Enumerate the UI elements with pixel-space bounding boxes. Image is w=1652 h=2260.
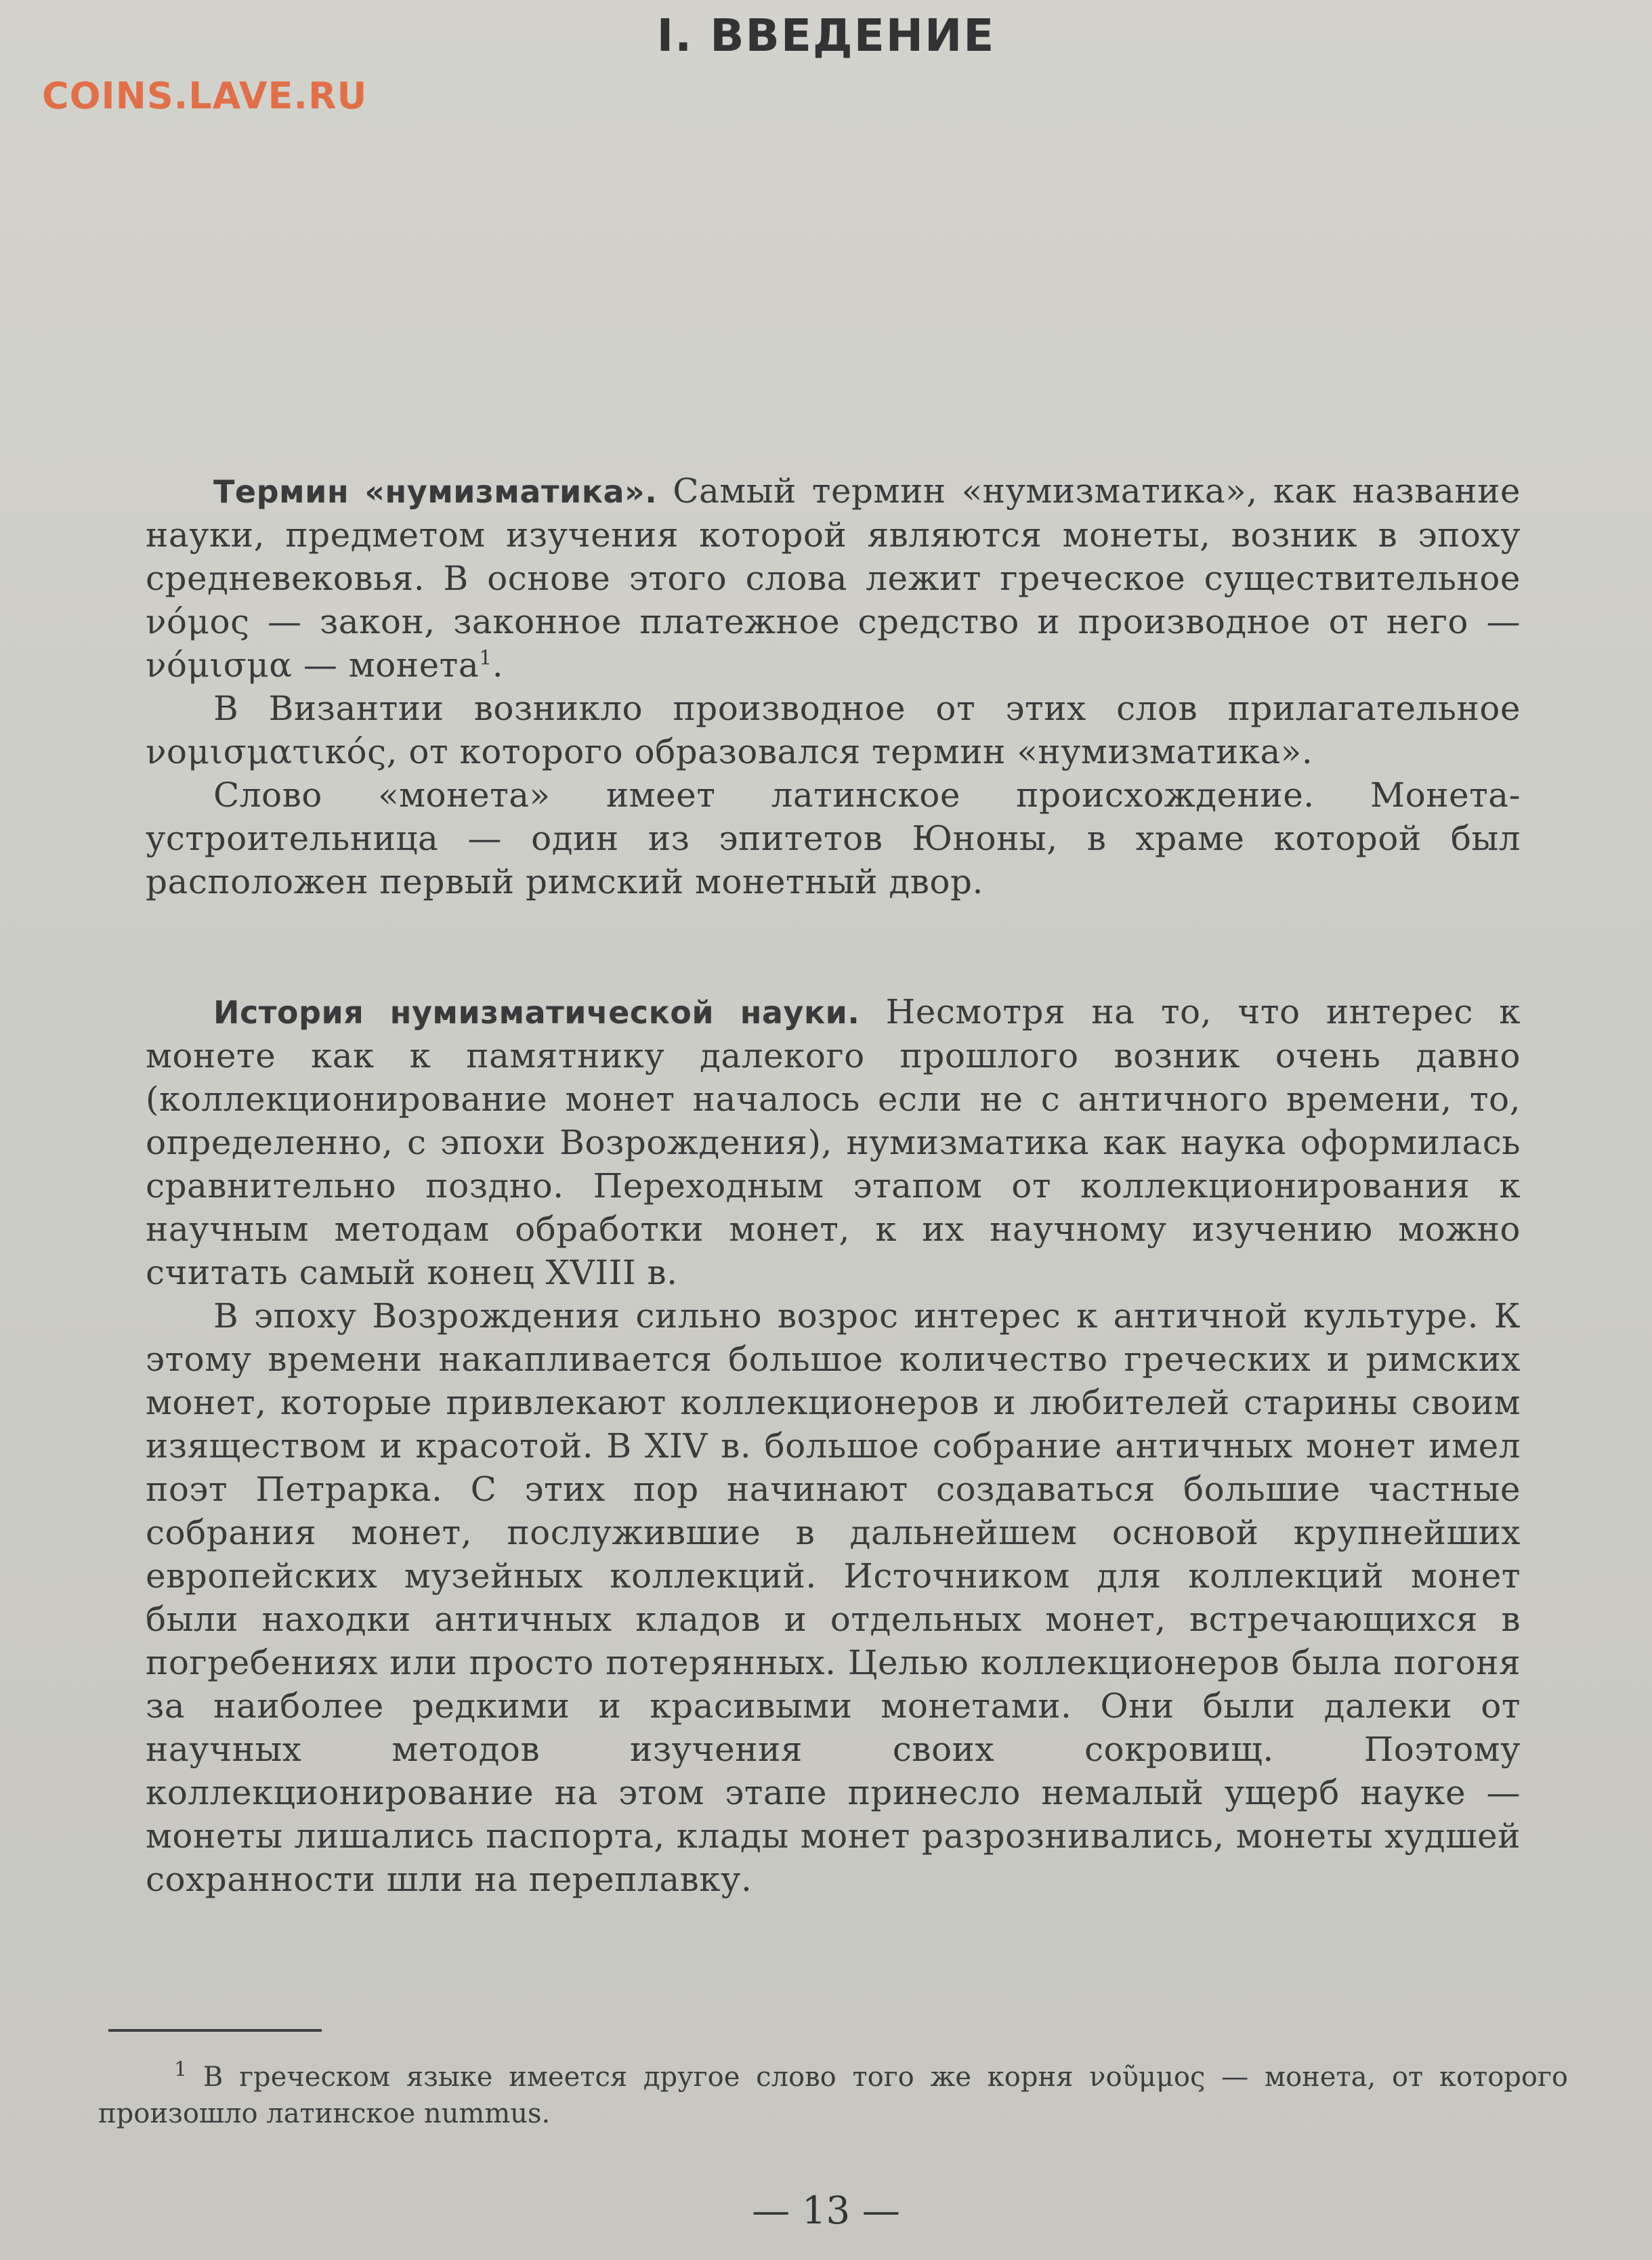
paragraph: Термин «нумизматика». Самый термин «нумизматика», как название науки, предметом изучения которой являются монеты, возник в эпоху средневековья. В основе этого слова лежит греческое существительное νόμος — закон, законное платежное средство и производное от него — νόμισμα — монета$^1$. bbox=[146, 471, 1521, 685]
paragraph: В Византии возникло производное от этих слов прилагательное νομισματικός, от которого образовался термин «нумизматика». bbox=[146, 689, 1521, 771]
section-history-of-numismatics bbox=[146, 990, 1521, 1901]
section-heading: История нумизматической науки. bbox=[213, 994, 860, 1031]
paragraph: Слово «монета» имеет латинское происхождение. Монета-устроительница — один из эпитетов Юноны, в храме которой был расположен первый римский монетный двор. bbox=[146, 775, 1521, 901]
site-watermark: COINS.LAVE.RU bbox=[42, 74, 368, 117]
paragraph-text: Несмотря на то, что интерес к монете как к памятнику далекого прошлого возник очень давно (коллекционирование монет началось если не с античного времени, то, определенно, с эпохи Возрождения), нумизматика как наука оформилась сравнительно поздно. Переходным этапом от коллекционирования к научным методам обработки монет, к их научному изучению можно считать самый конец XVIII в. bbox=[146, 992, 1521, 1292]
footnote-reference: 1 bbox=[479, 646, 492, 670]
footnote-text: В греческом языке имеется другое слово того же корня νοῦμμος — монета, от которого произошло латинское nummus. bbox=[98, 2062, 1569, 2129]
footnote-mark: 1 bbox=[174, 2058, 188, 2082]
page-number: — 13 — bbox=[752, 2189, 900, 2233]
footnote bbox=[98, 2059, 1568, 2132]
section-heading: Термин «нумизматика». bbox=[213, 473, 658, 510]
paragraph bbox=[146, 990, 1521, 1294]
chapter-title: I. ВВЕДЕНИЕ bbox=[656, 9, 996, 62]
paragraph: В эпоху Возрождения сильно возрос интерес к античной культуре. К этому времени накапливается большое количество греческих и римских монет, которые привлекают коллекционеров и любителей старины своим изяществом и красотой. В XIV в. большое собрание античных монет имел поэт Петрарка. С этих пор начинают создаваться большие частные собрания монет, послужившие в дальнейшем основой крупнейших европейских музейных коллекций. Источником для коллекций монет были находки античных кладов и отдельных монет, встречающихся в погребениях или просто потерянных. Целью коллекционеров была погоня за наиболее редкими и красивыми монетами. Они были далеки от научных методов изучения своих сокровищ. Поэтому коллекционирование на этом этапе принесло немалый ущерб науке — монеты лишались паспорта, клады монет разрознивались, монеты худшей сохранности шли на переплавку. bbox=[146, 1296, 1521, 1899]
paragraph-text: Самый термин «нумизматика», как название науки, предметом изучения которой являются монеты, возник в эпоху средневековья. В основе этого слова лежит греческое существительное νόμος — закон, законное платежное средство и производное от него — νόμισμα — монета bbox=[146, 471, 1521, 685]
footnote-divider bbox=[108, 2029, 322, 2032]
section-term-numismatics bbox=[146, 469, 1521, 903]
